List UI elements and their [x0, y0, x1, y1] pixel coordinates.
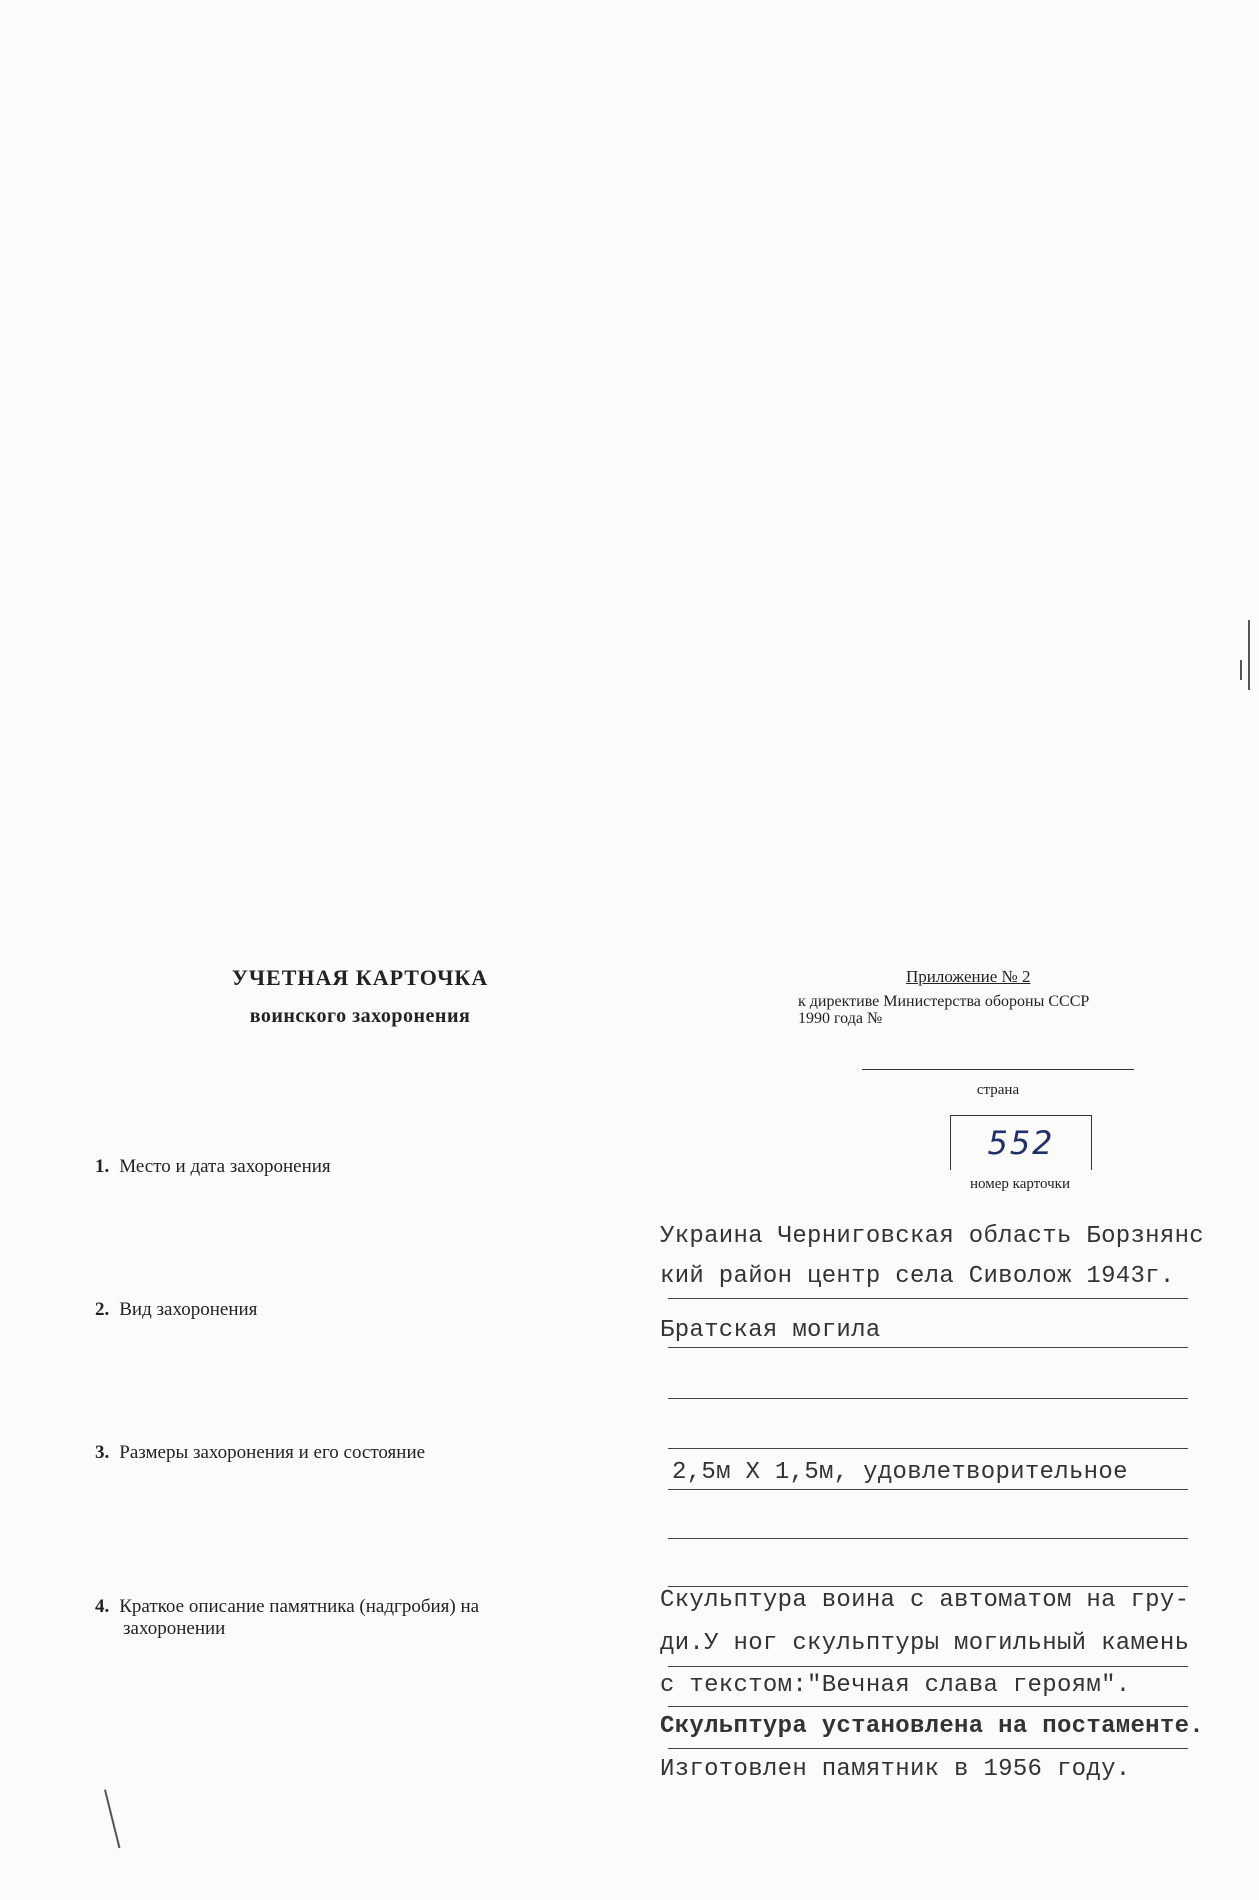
card-number: 552	[987, 1124, 1055, 1162]
rule-line	[668, 1298, 1188, 1299]
field-4-line: Изготовлен памятник в 1956 году.	[660, 1756, 1131, 1783]
card-title: УЧЕТНАЯ КАРТОЧКА	[231, 965, 489, 990]
field-3-line: 2,5м Х 1,5м, удовлетворительное	[672, 1459, 1128, 1486]
upside-down-section	[0, 0, 1259, 880]
card-number-box	[950, 1115, 1092, 1170]
field-1-line: Украина Черниговская область Борзнянс	[660, 1223, 1204, 1250]
field-3-label	[95, 1442, 425, 1464]
field-4-line: с текстом:"Вечная слава героям".	[660, 1672, 1131, 1699]
rule-line	[668, 1448, 1188, 1449]
rule-line	[668, 1706, 1188, 1707]
rule-line	[668, 1538, 1188, 1539]
card-title-block	[160, 965, 560, 1028]
field-number: 2.	[95, 1299, 110, 1320]
field-label-text: Краткое описание памятника (надгробия) на	[119, 1596, 480, 1617]
margin-mark	[1240, 660, 1242, 680]
field-4-label	[95, 1596, 635, 1640]
rule-line	[668, 1489, 1188, 1490]
card-subtitle: воинского захоронения	[249, 1005, 471, 1027]
margin-mark	[1248, 620, 1250, 690]
field-label-text: захоронении	[123, 1618, 226, 1639]
rule-line	[668, 1748, 1188, 1749]
field-2-label	[95, 1299, 257, 1321]
appendix-block	[798, 968, 1178, 1027]
field-4-line: ди.У ног скульптуры могильный камень	[660, 1630, 1190, 1657]
card-number-label: номер карточки	[970, 1176, 1070, 1192]
field-number: 1.	[95, 1156, 110, 1177]
rule-line	[668, 1666, 1188, 1667]
appendix-title: Приложение № 2	[906, 967, 1031, 986]
field-4-line: Скульптура воина с автоматом на гру-	[660, 1587, 1190, 1614]
appendix-directive: к директиве Министерства обороны СССР	[798, 993, 1090, 1010]
pen-mark	[104, 1790, 120, 1849]
country-label: страна	[976, 1082, 1020, 1098]
country-line	[862, 1069, 1134, 1070]
field-1-label	[95, 1156, 331, 1178]
field-1-line: кий район центр села Сиволож 1943г.	[660, 1263, 1175, 1290]
field-2-line: Братская могила	[660, 1317, 881, 1344]
field-number: 4.	[95, 1596, 110, 1617]
field-label-text: Вид захоронения	[119, 1299, 258, 1320]
field-number: 3.	[95, 1442, 110, 1463]
field-label-text: Место и дата захоронения	[119, 1156, 331, 1177]
appendix-year: 1990 года №	[798, 1010, 883, 1027]
field-4-line: Скульптура установлена на постаменте.	[660, 1713, 1204, 1740]
rule-line	[668, 1398, 1188, 1399]
field-label-text: Размеры захоронения и его состояние	[119, 1442, 426, 1463]
rule-line	[668, 1347, 1188, 1348]
